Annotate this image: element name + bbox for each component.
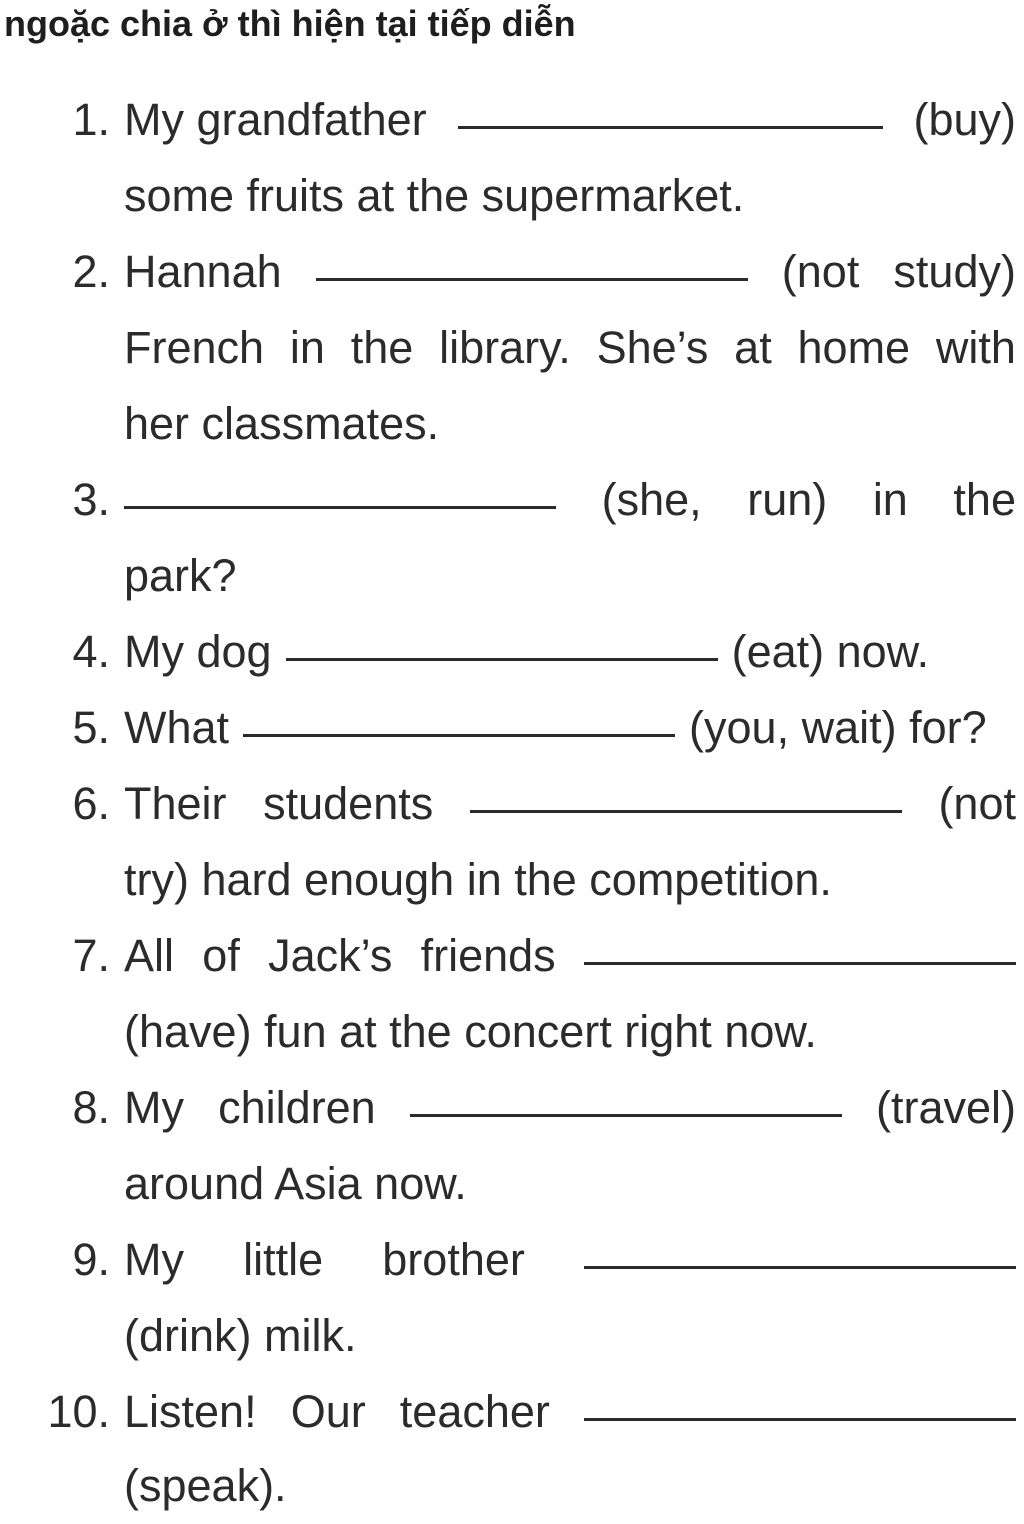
word: children: [218, 1082, 376, 1133]
word: friends: [420, 930, 556, 981]
item-continuation: some fruits at the supermarket.: [124, 170, 745, 221]
answer-blank[interactable]: [243, 698, 675, 737]
word: at: [734, 322, 772, 373]
word: brother: [382, 1234, 525, 1285]
item-number: 8.: [72, 1082, 110, 1133]
item-number: 3.: [72, 474, 110, 525]
item-text: My dog: [124, 626, 272, 677]
verb-hint: (travel): [875, 1082, 1016, 1133]
verb-hint: (not: [781, 246, 860, 297]
item-continuation: (drink) milk.: [124, 1310, 357, 1361]
verb-hint: run): [747, 474, 828, 525]
word: library.: [439, 322, 571, 373]
word: the: [350, 322, 414, 373]
item-number: 6.: [72, 778, 110, 829]
exercise-item-4: [0, 614, 1024, 690]
answer-blank[interactable]: [584, 926, 1016, 965]
verb-hint: (not: [938, 778, 1016, 829]
answer-blank[interactable]: [470, 774, 902, 813]
exercise-item-2: [0, 234, 1024, 310]
item-continuation: (have) fun at the concert right now.: [124, 1006, 817, 1057]
exercise-item-9: [0, 1222, 1024, 1298]
answer-blank[interactable]: [316, 242, 748, 281]
exercise-item-8: [0, 1070, 1024, 1146]
item-text: What: [124, 702, 230, 753]
answer-blank[interactable]: [584, 1382, 1016, 1421]
item-continuation: try) hard enough in the competition.: [124, 854, 832, 905]
verb-hint: study): [893, 246, 1016, 297]
item-number: 1.: [72, 94, 110, 145]
word: Listen!: [124, 1386, 257, 1437]
verb-hint: (buy): [913, 94, 1016, 145]
page-title: ngoặc chia ở thì hiện tại tiếp diễn: [4, 3, 576, 44]
word: students: [263, 778, 434, 829]
word: in: [289, 322, 325, 373]
item-continuation: her classmates.: [124, 398, 440, 449]
verb-hint: (eat) now.: [731, 626, 930, 677]
item-number: 2.: [72, 246, 110, 297]
word: Jack’s: [268, 930, 393, 981]
item-text: My grandfather: [124, 94, 427, 145]
answer-blank[interactable]: [286, 622, 718, 661]
item-text: Hannah: [124, 246, 282, 297]
word: She’s: [596, 322, 709, 373]
item-number: 7.: [72, 930, 110, 981]
word: French: [124, 322, 265, 373]
item-continuation: park?: [124, 550, 237, 601]
word: My: [124, 1234, 184, 1285]
exercise-item-6: [0, 766, 1024, 842]
answer-blank[interactable]: [458, 90, 883, 129]
word: My: [124, 1082, 184, 1133]
word: home: [797, 322, 911, 373]
word: All: [124, 930, 175, 981]
word: Our: [290, 1386, 366, 1437]
exercise-item-3: [0, 462, 1024, 538]
answer-blank[interactable]: [124, 470, 556, 509]
word: teacher: [399, 1386, 550, 1437]
word: little: [243, 1234, 324, 1285]
exercise-item-1: [0, 82, 1024, 158]
word: Their: [124, 778, 227, 829]
item-number: 4.: [72, 626, 110, 677]
exercise-item-10: [0, 1374, 1024, 1450]
word: in: [872, 474, 908, 525]
item-number: 5.: [72, 702, 110, 753]
word: the: [953, 474, 1016, 525]
answer-blank[interactable]: [584, 1230, 1016, 1269]
item-continuation: [0, 310, 1024, 386]
exercise-item-5: [0, 690, 1024, 766]
item-number: 9.: [72, 1234, 110, 1285]
verb-hint: (she,: [601, 474, 702, 525]
item-continuation: (speak).: [124, 1460, 287, 1511]
answer-blank[interactable]: [410, 1078, 842, 1117]
word: of: [202, 930, 240, 981]
item-number: 10.: [47, 1386, 110, 1437]
item-continuation: around Asia now.: [124, 1158, 467, 1209]
verb-hint: (you, wait) for?: [689, 702, 987, 753]
word: with: [935, 322, 1016, 373]
exercise-item-7: [0, 918, 1024, 994]
